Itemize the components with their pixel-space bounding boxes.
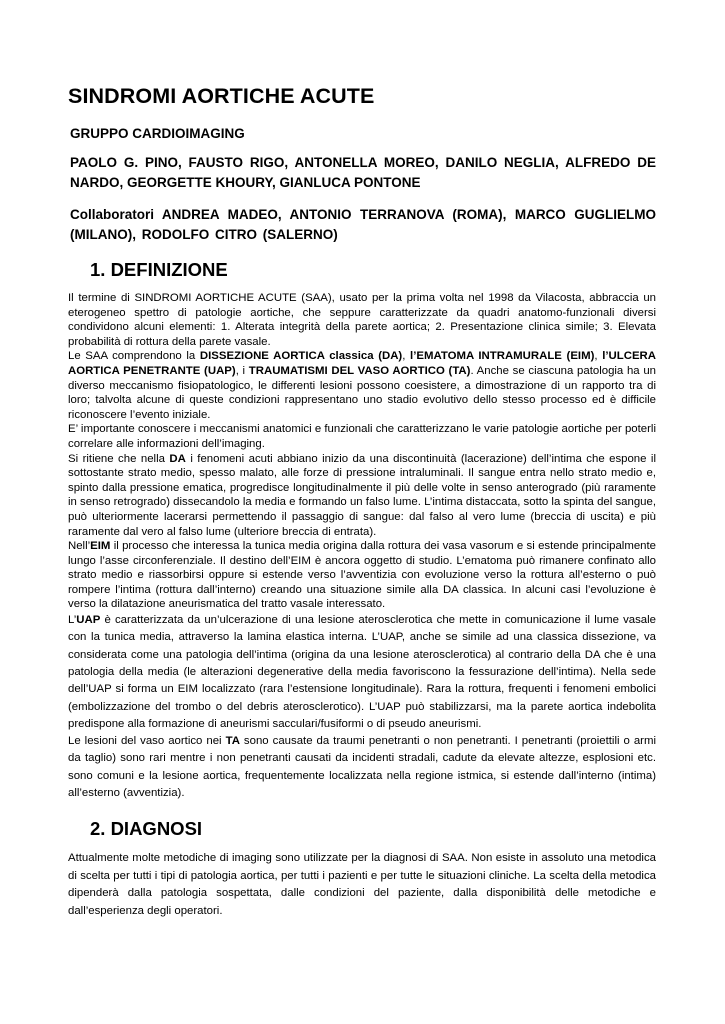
text-run: . Anche se ciascuna patologia ha un diverso meccanismo fisiopatologico, le differenti lesioni possono coesistere, a dimostrazione di un rapporto tra di loro; talvolta alcune di queste condizioni rappresentano uno stadio evolutivo dello stesso processo ed è difficile riconoscere l’evento iniziale. <box>68 364 656 421</box>
text-run: Le lesioni del vaso aortico nei <box>68 735 226 748</box>
paragraph <box>68 452 656 540</box>
text-run: è caratterizzata da un’ulcerazione di una lesione aterosclerotica che mette in comunicazione il lume vasale con la tunica media, attraverso la lamina elastica interna. L’UAP, anche se simile ad una classica dissezione, va considerata come una patologia dell’intima (origina da una lesione aterosclerotica) al contrario della DA che è una patologia della media (le alterazioni degenerative della media favoriscono la fessurazione dell’intima). Nella sede dell’UAP si forma un EIM localizzato (rara l’estensione longitudinale). Rara la rottura, frequenti i fenomeni embolici (embolizzazione del trombo o del debris aterosclerotico). L’UAP può stabilizzarsi, ma la parete aortica indebolita predispone alla formazione di aneurismi sacculari/fusiformi o di pseudo aneurismi. <box>68 614 656 730</box>
text-run: L’ <box>68 614 77 627</box>
group-name: GRUPPO CARDIOIMAGING <box>70 126 245 141</box>
text-run: Si ritiene che nella <box>68 452 170 465</box>
text-run: i fenomeni acuti abbiano inizio da una discontinuità (lacerazione) dell’intima che espone il sottostante strato medio, spesso malato, alle forze di pressione intraluminali. Il sangue entra nello strato medio e, spinto dalla pressione ematica, progredisce longitudinalmente il più delle volte in senso anterogrado (più raramente in senso retrogrado) dissecandolo la media e formando un falso lume. L’intima distaccata, sotto la spinta del sangue, può ulteriormente lacerarsi permettendo il passaggio di sangue: dal falso al vero lume (breccia di uscita) e più raramente dal vero al falso lume (ulteriore breccia di entrata). <box>68 452 656 538</box>
bold-term: TA <box>225 735 240 748</box>
bold-term: l’ULCERA AORTICA PENETRANTE (UAP) <box>68 350 656 377</box>
text-run: sono causate da traumi penetranti o non penetranti. I penetranti (proiettili o armi da taglio) sono rari mentre i non penetranti causati da incidenti stradali, cadute da elevate altezze, esplosioni etc. sono comuni e la lesione aortica, frequentemente localizzata nella regione istmica, si estende dall’interno (intima) all’esterno (avventizia). <box>68 735 656 800</box>
collaborator-list: Collaboratori ANDREA MADEO, ANTONIO TERRANOVA (ROMA), MARCO GUGLIELMO (MILANO), RODOLFO CITRO (SALERNO) <box>70 207 656 242</box>
paragraph: Il termine di SINDROMI AORTICHE ACUTE (SAA), usato per la prima volta nel 1998 da Vilacosta, abbraccia un eterogeneo spettro di patologie aortiche, che seppure caratterizzate da quadri anatomo-funzionali diversi condividono alcuni elementi: 1. Alterata integrità della parete aortica; 2. Presentazione clinica simile; 3. Elevata probabilità di rottura della parete vasale. <box>68 292 656 348</box>
author-list: PAOLO G. PINO, FAUSTO RIGO, ANTONELLA MOREO, DANILO NEGLIA, ALFREDO DE NARDO, GEORGETTE KHOURY, GIANLUCA PONTONE <box>70 155 656 190</box>
paragraph <box>68 349 656 422</box>
paragraph: E’ importante conoscere i meccanismi anatomici e funzionali che caratterizzano le varie patologie aortiche per poterli correlare alle informazioni dell’imaging. <box>68 423 656 450</box>
bold-term: TRAUMATISMI DEL VASO AORTICO (TA) <box>248 364 471 377</box>
bold-term: EIM <box>90 540 111 553</box>
paragraph <box>68 612 656 733</box>
paragraph: Attualmente molte metodiche di imaging sono utilizzate per la diagnosi di SAA. Non esiste in assoluto una metodica di scelta per tutti i tipi di patologia aortica, per tutti i pazienti e per tutte le situazioni cliniche. La scelta della metodica dipenderà dalla patologia sospettata, dalle condizioni del paziente, dalla disponibilità delle metodiche e dall’esperienza degli operatori. <box>68 852 656 917</box>
bold-term: l’EMATOMA INTRAMURALE (EIM) <box>410 350 595 363</box>
text-run: Nell’ <box>68 540 91 553</box>
paragraph <box>68 539 656 612</box>
text-run: , <box>594 350 603 363</box>
text-run: Le SAA comprendono la <box>68 350 200 363</box>
section-heading-diagnosi: 2. DIAGNOSI <box>90 818 203 840</box>
bold-term: UAP <box>76 614 101 627</box>
document-page <box>68 84 656 920</box>
text-run: , i <box>235 364 249 377</box>
section-heading-definizione: 1. DEFINIZIONE <box>90 259 228 280</box>
text-run: il processo che interessa la tunica media origina dalla rottura dei vasa vasorum e si estende principalmente lungo l’asse circonferenziale. Il destino dell’EIM è ancora oggetto di studio. L’ematoma può rimanere confinato allo strato medio e riassorbirsi oppure si estende verso l’avventizia con evoluzione verso la rottura all’esterno o può rompere l’intima (rottura dall’interno) creando una situazione simile alla DA classica. In alcuni casi l’evoluzione è verso la dilatazione aneurismatica del tratto vasale interessato. <box>68 540 656 611</box>
section-body-diagnosi <box>68 850 656 920</box>
text-run: , <box>402 350 411 363</box>
document-title: SINDROMI AORTICHE ACUTE <box>68 84 375 108</box>
bold-term: DA <box>169 452 186 465</box>
section-spacer <box>68 802 656 818</box>
paragraph <box>68 733 656 802</box>
section-body-definizione <box>68 291 656 802</box>
bold-term: DISSEZIONE AORTICA classica (DA) <box>199 350 403 363</box>
